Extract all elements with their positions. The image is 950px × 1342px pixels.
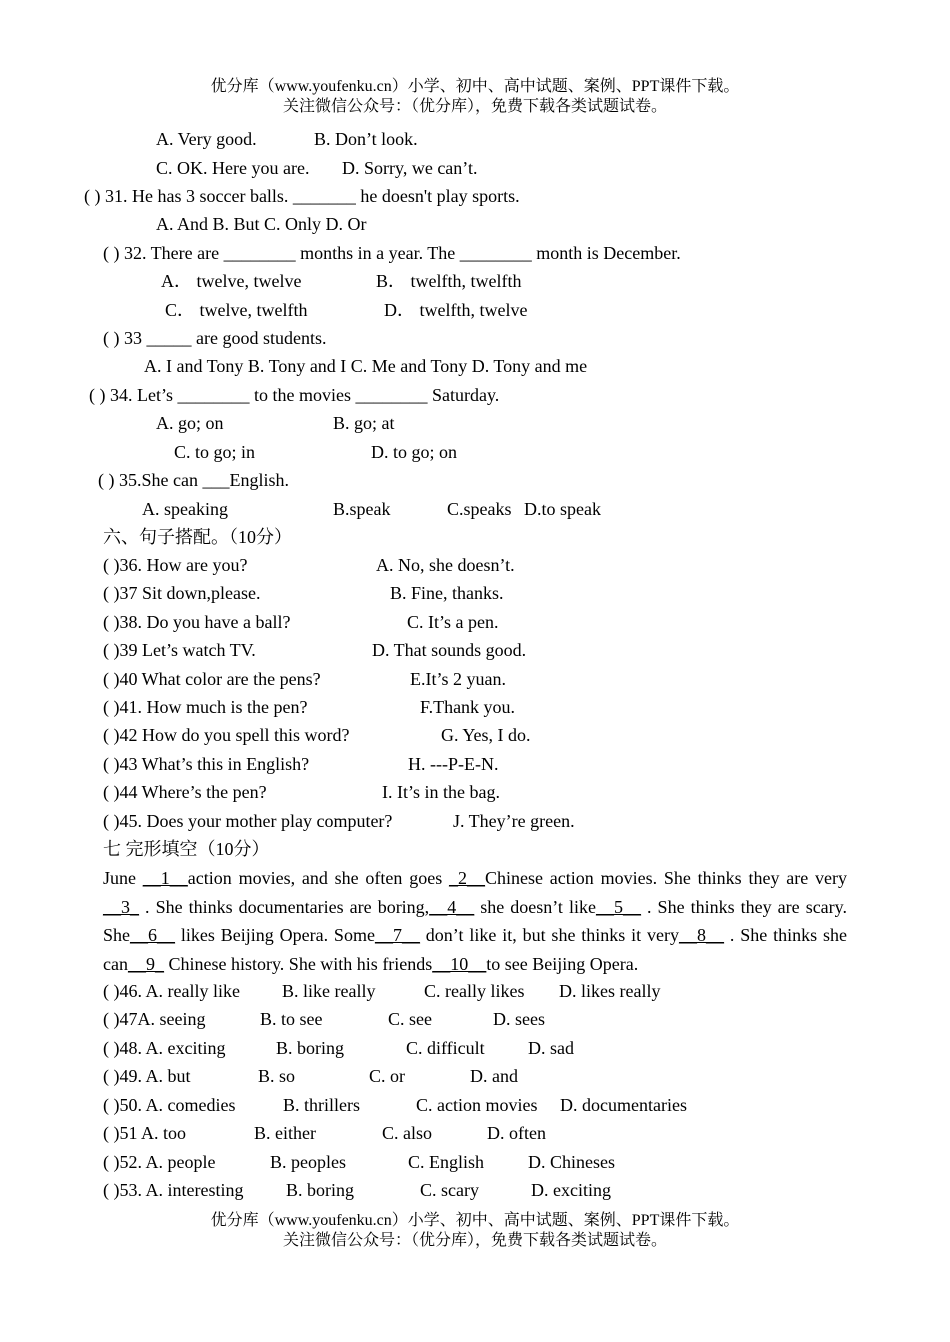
matching-answer: I. It’s in the bag.	[382, 782, 500, 802]
cloze-option-d: D. and	[470, 1066, 518, 1086]
cloze-option-a: ( )50. A. comedies	[103, 1095, 236, 1115]
cloze-option-d: D. sad	[528, 1038, 574, 1058]
cloze-option-d: D. sees	[493, 1009, 545, 1029]
cloze-passage: June __1__action movies, and she often goes _2__Chinese action movies. She thinks they are very __3_ . She thinks documentaries are boring,__4__ she doesn’t like__5__ . She thinks they are scary. She__6__ likes Beijing Opera. Some__7__ don’t like it, but she thinks it very__8__ . She thinks she can__9_ Chinese history. She with his friends__10__to see Beijing Opera.	[103, 868, 847, 974]
section-7-title: 七 完形填空（10分）	[103, 839, 270, 859]
cloze-option-a: ( )53. A. interesting	[103, 1180, 244, 1200]
cloze-option-d: D. documentaries	[560, 1095, 687, 1115]
cloze-option-b: B. to see	[260, 1009, 323, 1029]
cloze-option-b: B. peoples	[270, 1152, 346, 1172]
q32-option-d: D． twelfth, twelve	[384, 300, 528, 320]
matching-question: ( )44 Where’s the pen?	[103, 782, 267, 802]
matching-question: ( )38. Do you have a ball?	[103, 612, 291, 632]
matching-question: ( )45. Does your mother play computer?	[103, 811, 393, 831]
cloze-option-c: C. scary	[420, 1180, 479, 1200]
matching-answer: A. No, she doesn’t.	[376, 555, 515, 575]
cloze-option-d: D. often	[487, 1123, 546, 1143]
matching-answer: H. ---P-E-N.	[408, 754, 499, 774]
cloze-option-d: D. Chineses	[528, 1152, 615, 1172]
blank-7: __7__	[374, 925, 420, 945]
cloze-option-a: ( )51 A. too	[103, 1123, 186, 1143]
q35-option-c: C.speaks	[447, 499, 512, 519]
q30-option-c: C. OK. Here you are.	[156, 158, 310, 178]
cloze-option-a: ( )46. A. really like	[103, 981, 240, 1001]
matching-answer: F.Thank you.	[420, 697, 516, 717]
q35-option-a: A. speaking	[142, 499, 228, 519]
cloze-option-a: ( )52. A. people	[103, 1152, 216, 1172]
cloze-option-b: B. boring	[286, 1180, 355, 1200]
header-line-2: 关注微信公众号：（优分库），免费下载各类试题试卷。	[282, 98, 667, 115]
blank-6: __6__	[130, 925, 175, 945]
matching-question: ( )40 What color are the pens?	[103, 669, 321, 689]
q34-option-d: D. to go; on	[371, 442, 458, 462]
q32-option-c: C． twelve, twelfth	[165, 300, 308, 320]
cloze-option-d: D. exciting	[531, 1180, 611, 1200]
matching-question: ( )42 How do you spell this word?	[103, 725, 350, 745]
q35-option-d: D.to speak	[524, 499, 601, 519]
blank-3: __3_	[103, 896, 139, 917]
cloze-option-d: D. likes really	[559, 981, 661, 1001]
matching-question: ( )43 What’s this in English?	[103, 754, 310, 774]
cloze-option-c: C. English	[408, 1152, 485, 1172]
matching-question: ( )39 Let’s watch TV.	[103, 640, 256, 660]
cloze-option-b: B. boring	[276, 1038, 345, 1058]
q35-stem: ( ) 35.She can ___English.	[98, 470, 289, 490]
cloze-option-c: C. action movies	[416, 1095, 538, 1115]
cloze-option-c: C. really likes	[424, 981, 525, 1001]
cloze-option-b: B. like really	[282, 981, 376, 1001]
blank-1: __1__	[142, 868, 188, 888]
q34-stem: ( ) 34. Let’s ________ to the movies ________ Saturday.	[89, 385, 500, 405]
cloze-option-b: B. so	[258, 1066, 296, 1086]
footer-line-2: 关注微信公众号：（优分库），免费下载各类试题试卷。	[282, 1232, 667, 1249]
header-line-1: 优分库（www.youfenku.cn）小学、初中、高中试题、案例、PPT课件下载。	[210, 78, 740, 95]
blank-5: __5__	[595, 896, 641, 917]
blank-2: _2__	[449, 868, 486, 888]
q33-options: A. I and Tony B. Tony and I C. Me and Tony D. Tony and me	[144, 356, 588, 376]
matching-question: ( )41. How much is the pen?	[103, 697, 308, 717]
q30-option-a: A. Very good.	[156, 129, 257, 149]
section-6-title: 六、句子搭配。（10分）	[103, 527, 292, 547]
q30-option-b: B. Don’t look.	[314, 129, 418, 149]
q31-stem: ( ) 31. He has 3 soccer balls. _______ he doesn't play sports.	[84, 186, 520, 206]
q30-option-d: D. Sorry, we can’t.	[342, 158, 478, 178]
matching-question: ( )37 Sit down,please.	[103, 583, 261, 603]
cloze-option-a: ( )48. A. exciting	[103, 1038, 226, 1058]
cloze-option-c: C. or	[369, 1066, 405, 1086]
matching-answer: G. Yes, I do.	[441, 725, 531, 745]
matching-answer: E.It’s 2 yuan.	[410, 669, 506, 689]
q33-stem: ( ) 33 _____ are good students.	[103, 328, 327, 348]
cloze-option-b: B. thrillers	[283, 1095, 360, 1115]
matching-answer: C. It’s a pen.	[407, 612, 499, 632]
matching-answer: J. They’re green.	[453, 811, 575, 831]
blank-8: __8__	[679, 925, 725, 945]
matching-answer: D. That sounds good.	[372, 640, 527, 660]
q32-option-a: A． twelve, twelve	[161, 271, 302, 291]
q34-option-a: A. go; on	[156, 413, 224, 433]
q34-option-c: C. to go; in	[174, 442, 256, 462]
blank-4: __4__	[429, 896, 475, 917]
q34-option-b: B. go; at	[333, 413, 395, 433]
cloze-option-c: C. difficult	[406, 1038, 485, 1058]
blank-9: __9_	[127, 953, 164, 974]
matching-question: ( )36. How are you?	[103, 555, 248, 575]
matching-answer: B. Fine, thanks.	[390, 583, 504, 603]
cloze-option-a: ( )47A. seeing	[103, 1009, 206, 1029]
q32-option-b: B． twelfth, twelfth	[376, 271, 522, 291]
cloze-option-c: C. also	[382, 1123, 433, 1143]
blank-10: __10__	[432, 953, 487, 974]
q35-option-b: B.speak	[333, 499, 391, 519]
cloze-option-a: ( )49. A. but	[103, 1066, 191, 1086]
q32-stem: ( ) 32. There are ________ months in a year. The ________ month is December.	[103, 243, 681, 263]
cloze-option-c: C. see	[388, 1009, 432, 1029]
footer-line-1: 优分库（www.youfenku.cn）小学、初中、高中试题、案例、PPT课件下载。	[210, 1212, 740, 1229]
q31-options: A. And B. But C. Only D. Or	[156, 214, 367, 234]
cloze-option-b: B. either	[254, 1123, 316, 1143]
